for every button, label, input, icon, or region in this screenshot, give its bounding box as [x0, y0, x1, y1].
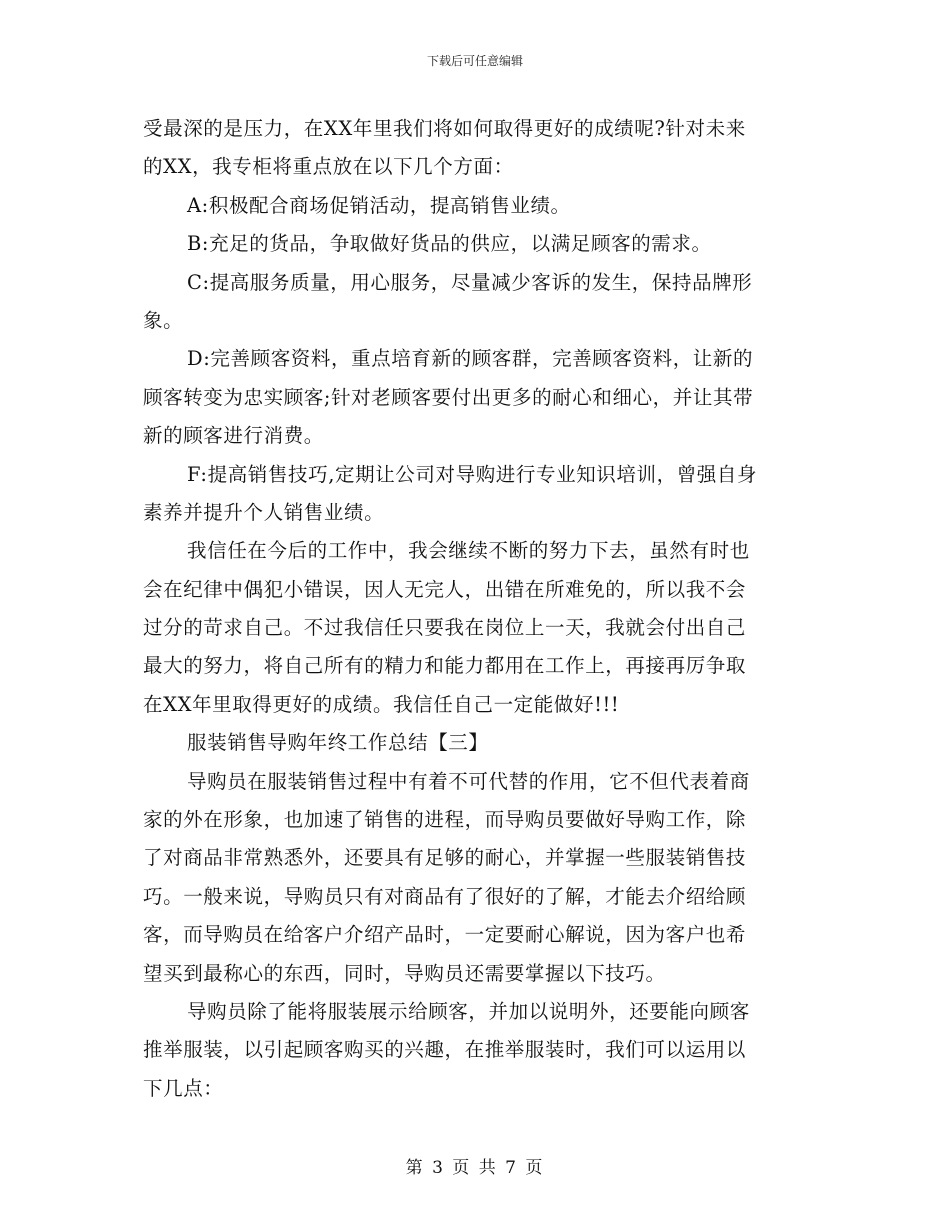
- text-line: 素养并提升个人销售业绩。: [143, 500, 385, 524]
- text-line: 巧。一般来说，导购员只有对商品有了很好的了解，才能去介绍给顾: [143, 884, 747, 908]
- text-line: 顾客转变为忠实顾客;针对老顾客要付出更多的耐心和细心，并让其带: [143, 385, 754, 409]
- text-line: 导购员在服装销售过程中有着不可代替的作用，它不但代表着商: [187, 769, 750, 793]
- text-line: 了对商品非常熟悉外，还要具有足够的耐心，并掌握一些服装销售技: [143, 846, 747, 870]
- text-line: 家的外在形象，也加速了销售的进程，而导购员要做好导购工作，除: [143, 808, 747, 832]
- text-line: 我信任在今后的工作中，我会继续不断的努力下去，虽然有时也: [187, 539, 750, 563]
- document-body: [143, 110, 807, 1108]
- text-line: 过分的苛求自己。不过我信任只要我在岗位上一天，我就会付出自己: [143, 616, 747, 640]
- text-line: 下几点：: [143, 1076, 224, 1100]
- text-line: B:充足的货品，争取做好货品的供应，以满足顾客的需求。: [187, 232, 712, 256]
- text-line: 的XX，我专柜将重点放在以下几个方面：: [143, 155, 514, 179]
- text-line: 客，而导购员在给客户介绍产品时，一定要耐心解说，因为客户也希: [143, 923, 747, 947]
- text-line: 望买到最称心的东西，同时，导购员还需要掌握以下技巧。: [143, 961, 666, 985]
- text-line: 会在纪律中偶犯小错误，因人无完人，出错在所难免的，所以我不会: [143, 577, 747, 601]
- text-line: 最大的努力，将自己所有的精力和能力都用在工作上，再接再厉争取: [143, 654, 747, 678]
- text-line: C:提高服务质量，用心服务，尽量减少客诉的发生，保持品牌形: [187, 270, 753, 294]
- text-line: A:积极配合商场促销活动，提高销售业绩。: [187, 193, 571, 217]
- text-line: 在XX年里取得更好的成绩。我信任自己一定能做好!!!: [143, 692, 620, 716]
- page-number: 第 3 页 共 7 页: [405, 1158, 545, 1178]
- page-header: 下载后可任意编辑: [426, 54, 523, 68]
- text-line: F:提高销售技巧,定期让公司对导购进行专业知识培训，曾强自身: [187, 462, 758, 486]
- text-line: 导购员除了能将服装展示给顾客，并加以说明外，还要能向顾客: [187, 999, 750, 1023]
- text-line: 推举服装，以引起顾客购买的兴趣，在推举服装时，我们可以运用以: [143, 1038, 747, 1062]
- text-line: 新的顾客进行消费。: [143, 424, 324, 448]
- text-line: 服装销售导购年终工作总结【三】: [187, 731, 489, 755]
- text-line: 象。: [143, 308, 184, 332]
- text-line: 受最深的是压力，在XX年里我们将如何取得更好的成绩呢?针对未来: [143, 117, 746, 140]
- text-line: D:完善顾客资料，重点培育新的顾客群，完善顾客资料，让新的: [187, 347, 754, 371]
